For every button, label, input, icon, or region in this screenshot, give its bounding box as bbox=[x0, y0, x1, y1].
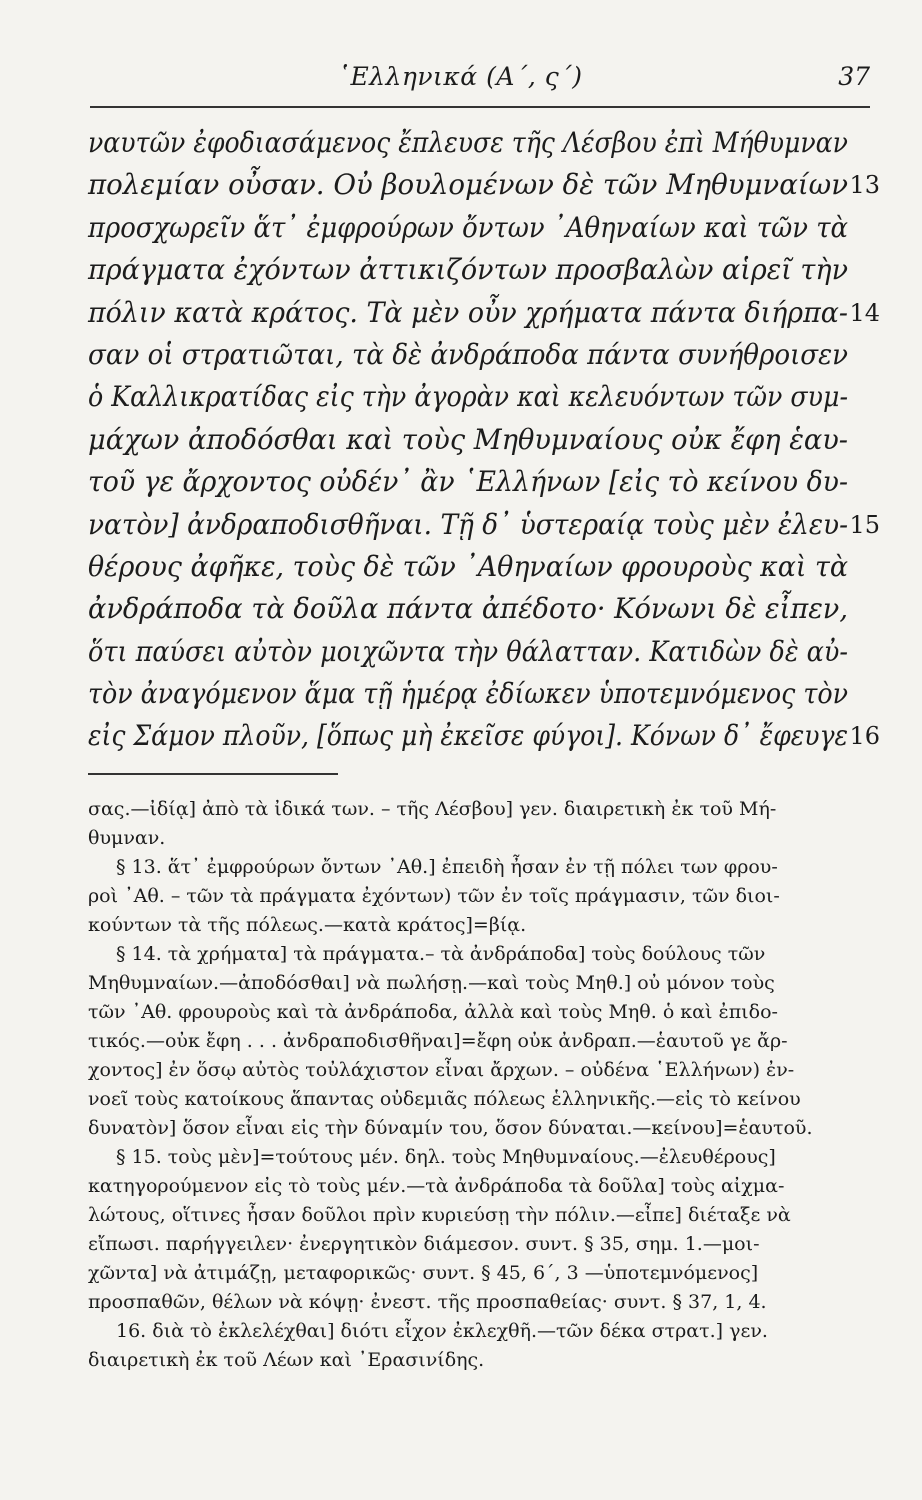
text-line bbox=[88, 292, 880, 334]
text-line bbox=[88, 588, 858, 630]
text-line-content: εἰς Σάμον πλοῦν, [ὅπως μὴ ἐκεῖσε φύγοι]. Κόνων δ᾿ ἔφευγε bbox=[88, 719, 848, 753]
text-line bbox=[88, 334, 858, 376]
note-line: τικός.—οὐκ ἔφη . . . ἀνδραποδισθῆναι]=ἔφη οὐκ ἀνδραπ.—ἑαυτοῦ γε ἄρ- bbox=[88, 1030, 788, 1052]
note-line: προσπαθῶν, θέλων νὰ κόψῃ· ἐνεστ. τῆς προσπαθείας· συντ. § 37, 1, 4. bbox=[88, 1291, 767, 1313]
text-line-content: ὅτι παύσει αὐτὸν μοιχῶντα τὴν θάλατταν. Κατιδὼν δὲ αὐ- bbox=[88, 634, 848, 668]
text-line-content: τὸν ἀναγόμενον ἅμα τῇ ἡμέρᾳ ἐδίωκεν ὑποτεμνόμενος τὸν bbox=[88, 677, 848, 711]
note-line: σας.—ἰδίᾳ] ἀπὸ τὰ ἰδικά των. – τῆς Λέσβου] γεν. διαιρετικὴ ἐκ τοῦ Μή- bbox=[88, 798, 777, 820]
footnote-rule bbox=[88, 773, 338, 775]
page-number: 37 bbox=[838, 62, 870, 91]
note-line: § 15. τοὺς μὲν]=τούτους μέν. δηλ. τοὺς Μηθυμναίους.—ἐλευθέρους] bbox=[116, 1146, 776, 1168]
note-line: δυνατὸν] ὅσον εἶναι εἰς τὴν δύναμίν του, ὅσον δύναται.—κείνου]=ἑαυτοῦ. bbox=[88, 1117, 813, 1139]
text-line-content: ὁ Καλλικρατίδας εἰς τὴν ἀγορὰν καὶ κελευόντων τῶν συμ- bbox=[88, 380, 848, 414]
text-line-content: ναυτῶν ἐφοδιασάμενος ἔπλευσε τῆς Λέσβου ἐπὶ Μήθυμναν bbox=[88, 126, 848, 159]
text-line-content: πράγματα ἐχόντων ἀττικιζόντων προσβαλὼν αἱρεῖ τὴν bbox=[88, 253, 848, 287]
text-line-content: θέρους ἀφῆκε, τοὺς δὲ τῶν ᾿Αθηναίων φρουροὺς καὶ τὰ bbox=[88, 549, 848, 583]
commentary-notes bbox=[88, 795, 858, 1375]
text-line bbox=[88, 546, 858, 588]
text-line bbox=[88, 164, 880, 206]
running-head: ῾Ελληνικά (Α΄, ς΄) bbox=[337, 62, 583, 91]
header-rule bbox=[90, 106, 870, 108]
section-number: 16 bbox=[849, 722, 880, 751]
section-number: 15 bbox=[849, 510, 880, 539]
note-line: εἴπωσι. παρήγγειλεν· ἐνεργητικὸν διάμεσον. συντ. § 35, σημ. 1.—μοι- bbox=[88, 1233, 760, 1255]
note-line: διαιρετικὴ ἐκ τοῦ Λέων καὶ ᾿Ερασινίδης. bbox=[88, 1349, 485, 1371]
section-number: 14 bbox=[849, 298, 880, 327]
note-line: θυμναν. bbox=[88, 827, 166, 849]
note-line: § 14. τὰ χρήματα] τὰ πράγματα.– τὰ ἀνδράποδα] τοὺς δούλους τῶν bbox=[116, 943, 766, 965]
text-line bbox=[88, 249, 858, 291]
note-line: κούντων τὰ τῆς πόλεως.—κατὰ κράτος]=βίᾳ. bbox=[88, 914, 527, 936]
text-line bbox=[88, 504, 880, 546]
note-line: 16. διὰ τὸ ἐκλελέχθαι] διότι εἶχον ἐκλεχθῆ.—τῶν δέκα στρατ.] γεν. bbox=[116, 1320, 768, 1342]
note-line: τῶν ᾿Αθ. φρουροὺς καὶ τὰ ἀνδράποδα, ἀλλὰ καὶ τοὺς Μηθ. ὁ καὶ ἐπιδο- bbox=[88, 1001, 778, 1023]
note-line: κατηγορούμενον εἰς τὸ τοὺς μέν.—τὰ ἀνδράποδα τὰ δοῦλα] τοὺς αἰχμα- bbox=[88, 1175, 785, 1197]
text-line bbox=[88, 715, 880, 757]
note-line: νοεῖ τοὺς κατοίκους ἅπαντας οὐδεμιᾶς πόλεως ἑλληνικῆς.—εἰς τὸ κείνου bbox=[88, 1088, 801, 1110]
text-line-content: πόλιν κατὰ κράτος. Τὰ μὲν οὖν χρήματα πάντα διήρπα- bbox=[88, 295, 848, 329]
text-line-content: ἀνδράποδα τὰ δοῦλα πάντα ἀπέδοτο· Κόνωνι δὲ εἶπεν, bbox=[88, 592, 848, 626]
text-line-content: πολεμίαν οὖσαν. Οὐ βουλομένων δὲ τῶν Μηθυμναίων bbox=[88, 168, 848, 202]
main-text bbox=[88, 122, 880, 758]
text-line bbox=[88, 673, 858, 715]
page-header bbox=[90, 62, 870, 98]
text-line-content: τοῦ γε ἄρχοντος οὐδέν᾿ ἂν ῾Ελλήνων [εἰς τὸ κείνου δυ- bbox=[88, 465, 848, 499]
note-line: § 13. ἅτ᾿ ἐμφρούρων ὄντων ᾿Αθ.] ἐπειδὴ ἦσαν ἐν τῇ πόλει των φρου- bbox=[116, 856, 778, 878]
text-line bbox=[88, 207, 858, 249]
text-line bbox=[88, 419, 858, 461]
section-number: 13 bbox=[849, 171, 880, 200]
note-line: χοντος] ἐν ὅσῳ αὐτὸς τοὐλάχιστον εἶναι ἄρχων. – οὐδένα ῾Ελλήνων) ἐν- bbox=[88, 1059, 795, 1081]
text-line bbox=[88, 376, 858, 418]
text-line-content: νατὸν] ἀνδραποδισθῆναι. Τῇ δ᾿ ὑστεραίᾳ τοὺς μὲν ἐλευ- bbox=[88, 507, 848, 541]
text-line bbox=[88, 122, 858, 164]
text-line-content: μάχων ἀποδόσθαι καὶ τοὺς Μηθυμναίους οὐκ ἔφη ἑαυ- bbox=[88, 422, 848, 456]
text-line bbox=[88, 461, 858, 503]
text-line-content: σαν οἱ στρατιῶται, τὰ δὲ ἀνδράποδα πάντα συνήθροισεν bbox=[88, 337, 848, 371]
note-line: λώτους, οἵτινες ἦσαν δοῦλοι πρὶν κυριεύσῃ τὴν πόλιν.—εἶπε] διέταξε νὰ bbox=[88, 1204, 791, 1226]
text-line bbox=[88, 631, 858, 673]
note-line: ροὶ ᾿Αθ. – τῶν τὰ πράγματα ἐχόντων) τῶν ἐν τοῖς πράγμασιν, τῶν διοι- bbox=[88, 885, 780, 907]
note-line: χῶντα] νὰ ἀτιμάζῃ, μεταφορικῶς· συντ. § 45, 6΄, 3 —ὑποτεμνόμενος] bbox=[88, 1262, 759, 1284]
text-line-content: προσχωρεῖν ἅτ᾿ ἐμφρούρων ὄντων ᾿Αθηναίων καὶ τῶν τὰ bbox=[88, 210, 848, 244]
note-line: Μηθυμναίων.—ἀποδόσθαι] νὰ πωλήσῃ.—καὶ τοὺς Μηθ.] οὐ μόνον τοὺς bbox=[88, 972, 775, 994]
